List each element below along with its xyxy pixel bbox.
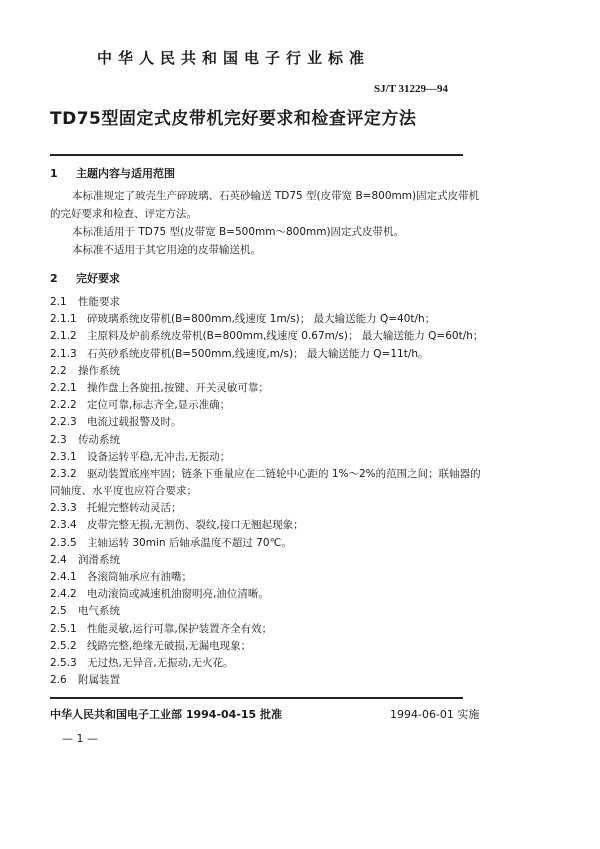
item-text: 附属装置 bbox=[78, 674, 120, 687]
item-number: 2.3.3 bbox=[50, 502, 77, 515]
item-number: 2.2.1 bbox=[50, 381, 77, 394]
page-number: — 1 — bbox=[62, 732, 98, 745]
item-number: 2.5 bbox=[50, 605, 67, 618]
list-item bbox=[50, 655, 470, 672]
section-number: 2 bbox=[50, 272, 58, 285]
list-item bbox=[50, 569, 470, 586]
paragraph: 本标准适用于 TD75 型(皮带宽 B=500mm～800mm)固定式皮带机。 bbox=[72, 226, 405, 238]
approval-note: 中华人民共和国电子工业部 1994-04-15 批准 bbox=[50, 708, 283, 721]
item-number: 2.3.4 bbox=[50, 519, 77, 532]
section-title: 完好要求 bbox=[76, 272, 120, 285]
section-title: 主题内容与适用范围 bbox=[76, 167, 175, 180]
item-number: 2.3 bbox=[50, 433, 67, 446]
effective-date: 1994-06-01 实施 bbox=[390, 708, 480, 721]
list-item bbox=[50, 397, 470, 414]
item-text: 线路完整,绝缘无破损,无漏电现象； bbox=[87, 639, 252, 652]
list-item bbox=[50, 449, 470, 466]
list-item bbox=[50, 517, 470, 534]
item-number: 2.4.1 bbox=[50, 571, 77, 583]
document-title: TD75型固定式皮带机完好要求和检查评定方法 bbox=[50, 109, 417, 129]
item-number: 2.4 bbox=[50, 553, 67, 566]
item-number: 2.3.1 bbox=[50, 450, 77, 463]
item-number: 2.4.2 bbox=[50, 588, 77, 601]
item-number: 2.2.3 bbox=[50, 416, 77, 429]
item-number: 2.5.3 bbox=[50, 656, 77, 669]
item-number: 2.1 bbox=[50, 296, 67, 308]
item-text: 石英砂系统皮带机(B=500mm,线速度,m/s)； 最大输送能力 Q=11t/h。 bbox=[87, 347, 429, 360]
item-number: 2.1.3 bbox=[50, 347, 77, 360]
bottom-rule bbox=[50, 697, 463, 699]
item-text: 皮带完整无损,无割伤、裂纹,接口无翘起现象； bbox=[87, 519, 304, 532]
item-text: 主轴运转 30min 后轴承温度不超过 70℃。 bbox=[87, 536, 292, 549]
item-number: 2.1.1 bbox=[50, 313, 77, 326]
item-text: 主原料及炉前系统皮带机(B=800mm,线速度 0.67m/s)； 最大输送能力 Q=60t/h； bbox=[87, 330, 484, 343]
item-number: 2.2.2 bbox=[50, 399, 77, 412]
item-number: 2.5.2 bbox=[50, 639, 77, 652]
subsection-heading bbox=[50, 294, 470, 311]
requirements-list bbox=[50, 294, 484, 689]
list-item bbox=[50, 414, 470, 431]
item-number: 2.2 bbox=[50, 364, 67, 377]
item-number: 2.3.2 bbox=[50, 467, 77, 480]
item-text: 驱动装置底座牢固；链条下垂量应在二链轮中心距的 1%～2%的范围之间；联轴器的 bbox=[87, 467, 481, 480]
item-text: 润滑系统 bbox=[78, 553, 120, 566]
item-text: 设备运转平稳,无冲击,无振动； bbox=[87, 450, 231, 463]
section-2-heading bbox=[50, 270, 120, 286]
list-item bbox=[50, 483, 470, 500]
list-item bbox=[50, 380, 470, 397]
item-text: 同轴度、水平度也应符合要求； bbox=[50, 485, 197, 498]
item-text: 操作盘上各旋扭,按键、开关灵敏可靠； bbox=[87, 381, 269, 394]
top-rule bbox=[50, 154, 463, 156]
list-item bbox=[50, 311, 470, 328]
standard-code: SJ/T 31229—94 bbox=[374, 83, 449, 95]
list-item bbox=[50, 500, 470, 517]
list-item bbox=[50, 346, 470, 363]
subsection-heading bbox=[50, 552, 470, 569]
paragraph: 本标准规定了玻壳生产碎玻璃、石英砂输送 TD75 型(皮带宽 B=800mm)固定式皮带机 bbox=[72, 190, 480, 202]
list-item bbox=[50, 535, 470, 552]
item-number: 2.3.5 bbox=[50, 536, 77, 549]
section-1-heading bbox=[50, 165, 175, 181]
subsection-heading bbox=[50, 672, 470, 689]
item-number: 2.1.2 bbox=[50, 330, 77, 343]
item-text: 性能要求 bbox=[78, 296, 120, 308]
item-text: 托辊完整转动灵活； bbox=[87, 502, 182, 515]
subsection-heading bbox=[50, 432, 470, 449]
list-item bbox=[50, 586, 470, 603]
item-text: 定位可靠,标志齐全,显示准确； bbox=[87, 399, 231, 412]
item-text: 操作系统 bbox=[78, 364, 120, 377]
item-text: 碎玻璃系统皮带机(B=800mm,线速度 1m/s)； 最大输送能力 Q=40t/h； bbox=[87, 313, 436, 326]
list-item bbox=[50, 638, 470, 655]
subsection-heading bbox=[50, 603, 470, 620]
item-text: 电气系统 bbox=[78, 605, 120, 618]
paragraph: 本标准不适用于其它用途的皮带输送机。 bbox=[72, 244, 261, 256]
item-text: 传动系统 bbox=[78, 433, 120, 446]
item-text: 电动滚筒或减速机油窗明亮,油位清晰。 bbox=[87, 588, 269, 601]
list-item bbox=[50, 621, 470, 638]
list-item bbox=[50, 466, 481, 483]
paragraph: 的完好要求和检查、评定方法。 bbox=[50, 208, 197, 220]
issuer-heading: 中华人民共和国电子行业标准 bbox=[97, 49, 371, 67]
item-text: 各滚筒轴承应有油嘴； bbox=[87, 571, 192, 583]
item-number: 2.5.1 bbox=[50, 622, 77, 635]
list-item bbox=[50, 328, 484, 345]
item-number: 2.6 bbox=[50, 674, 67, 687]
subsection-heading bbox=[50, 363, 470, 380]
item-text: 电流过载报警及时。 bbox=[87, 416, 182, 429]
item-text: 无过热,无异音,无振动,无火花。 bbox=[87, 656, 234, 669]
section-number: 1 bbox=[50, 167, 58, 180]
item-text: 性能灵敏,运行可靠,保护装置齐全有效； bbox=[87, 622, 273, 635]
